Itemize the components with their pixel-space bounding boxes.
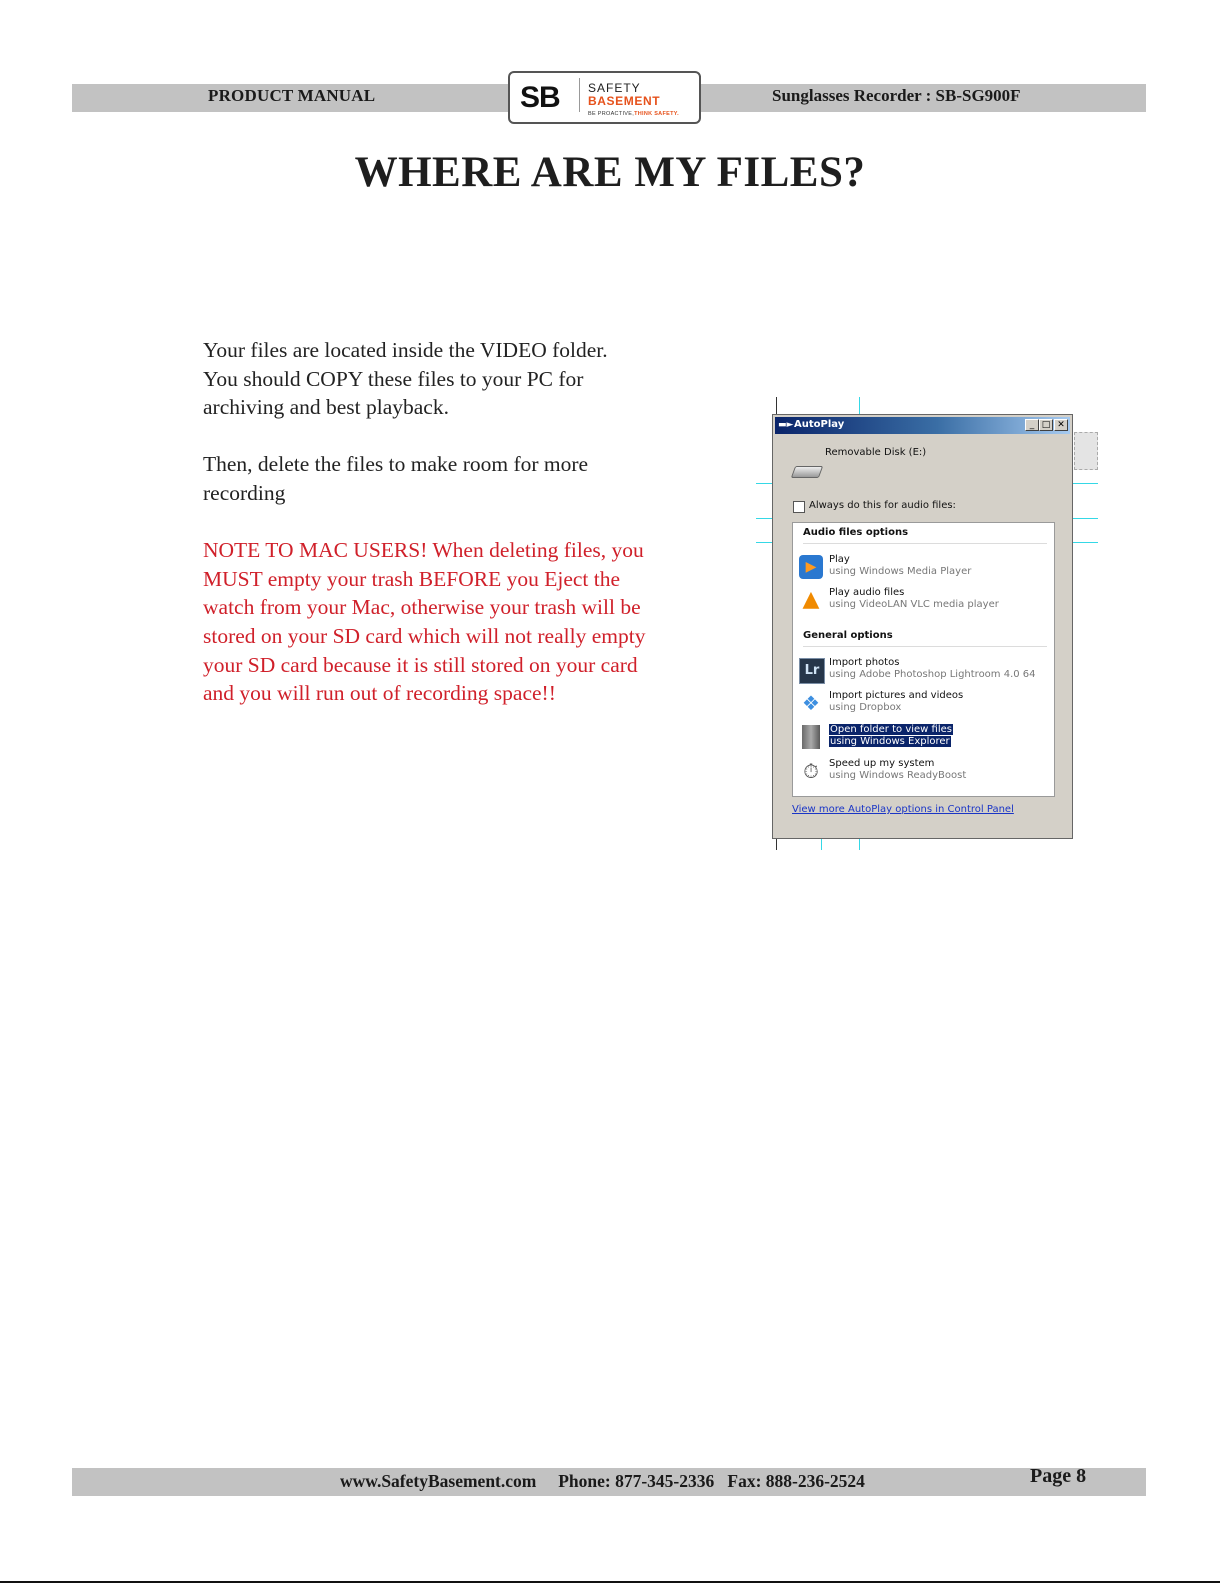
- guide-line: [859, 838, 860, 850]
- mac-note-line: watch from your Mac, otherwise your trash will be: [203, 595, 641, 620]
- mac-note-line: stored on your SD card which will not really empty: [203, 623, 646, 648]
- option-title: Speed up my system: [829, 758, 935, 769]
- option-import-photos[interactable]: [797, 657, 1047, 687]
- guide-line: [1073, 518, 1098, 519]
- option-subtitle: using Adobe Photoshop Lightroom 4.0 64: [829, 669, 1036, 680]
- control-panel-link[interactable]: View more AutoPlay options in Control Panel: [792, 804, 1014, 815]
- drive-label: Removable Disk (E:): [825, 447, 927, 458]
- section-divider: [803, 543, 1047, 544]
- footer-contact: www.SafetyBasement.com Phone: 877-345-2336 Fax: 888-236-2524: [340, 1471, 865, 1491]
- mac-note-line: NOTE TO MAC USERS! When deleting files, you: [203, 538, 644, 563]
- vlc-icon: ▲: [802, 587, 820, 612]
- guide-line: [1073, 483, 1098, 484]
- option-title: Play audio files: [829, 587, 905, 598]
- logo-tagline: [588, 111, 679, 117]
- option-title: Import pictures and videos: [829, 690, 964, 701]
- option-open-folder[interactable]: [797, 724, 1047, 754]
- readyboost-icon: ⏱: [803, 759, 819, 783]
- guide-line: [859, 397, 860, 414]
- safety-basement-logo: [508, 71, 701, 124]
- dropbox-icon: ❖: [802, 691, 820, 715]
- option-play-vlc[interactable]: [797, 587, 1047, 617]
- windows-media-player-icon: ▶: [799, 555, 823, 579]
- option-title: Play: [829, 554, 850, 565]
- body-line: recording: [203, 480, 286, 505]
- folder-icon: [802, 725, 820, 749]
- option-subtitle: using VideoLAN VLC media player: [829, 599, 999, 610]
- minimize-button[interactable]: _: [1025, 419, 1039, 431]
- logo-word-safety: SAFETY: [588, 81, 641, 95]
- option-readyboost[interactable]: [797, 758, 1047, 788]
- page-number: Page 8: [1030, 1465, 1087, 1487]
- logo-divider: [579, 78, 580, 112]
- option-subtitle: using Windows Explorer: [830, 736, 950, 747]
- autoplay-icon: ▬►: [778, 420, 794, 430]
- removable-disk-icon: [791, 466, 823, 478]
- guide-line: [756, 542, 772, 543]
- body-line: archiving and best playback.: [203, 395, 449, 420]
- option-play-wmp[interactable]: [797, 554, 1047, 584]
- guide-line: [821, 838, 822, 850]
- mac-note-line: MUST empty your trash BEFORE you Eject the: [203, 566, 621, 591]
- autoplay-dialog: [772, 414, 1073, 839]
- maximize-button[interactable]: □: [1039, 419, 1053, 431]
- lightroom-icon: Lr: [799, 658, 825, 684]
- dialog-title: AutoPlay: [794, 419, 845, 430]
- option-subtitle: using Dropbox: [829, 702, 902, 713]
- option-import-dropbox[interactable]: [797, 690, 1047, 720]
- option-subtitle: using Windows ReadyBoost: [829, 770, 967, 781]
- close-button[interactable]: ✕: [1054, 419, 1068, 431]
- guide-line: [756, 483, 772, 484]
- crop-mark: [776, 838, 777, 850]
- guide-line: [756, 518, 772, 519]
- audio-options-heading: Audio files options: [803, 527, 909, 538]
- option-title: Open folder to view files: [830, 724, 952, 735]
- logo-mark: SB: [520, 81, 560, 114]
- logo-word-basement: BASEMENT: [588, 94, 661, 108]
- dialog-titlebar[interactable]: [775, 417, 1070, 434]
- offscreen-window-edge: [1074, 432, 1098, 470]
- always-do-this-label[interactable]: Always do this for audio files:: [809, 500, 956, 511]
- mac-note-line: and you will run out of recording space!!: [203, 681, 556, 706]
- guide-line: [1073, 542, 1098, 543]
- page-title: WHERE ARE MY FILES?: [354, 149, 866, 196]
- logo-tagline-a: BE PROACTIVE,: [588, 111, 635, 117]
- general-options-heading: General options: [803, 630, 893, 641]
- autoplay-options-list: [792, 522, 1055, 797]
- option-subtitle: using Windows Media Player: [829, 566, 972, 577]
- section-divider: [803, 646, 1047, 647]
- body-line: Then, delete the files to make room for more: [203, 452, 589, 477]
- body-line: You should COPY these files to your PC for: [203, 366, 584, 391]
- body-line: Your files are located inside the VIDEO folder.: [203, 338, 608, 362]
- always-do-this-checkbox[interactable]: [793, 501, 805, 513]
- option-title: Import photos: [829, 657, 900, 668]
- mac-note-line: your SD card because it is still stored on your card: [203, 652, 638, 677]
- body-text: [203, 336, 703, 708]
- logo-tagline-b: THINK SAFETY.: [634, 111, 679, 117]
- header-left-label: PRODUCT MANUAL: [208, 86, 376, 105]
- header-right-label: Sunglasses Recorder : SB-SG900F: [772, 86, 1021, 105]
